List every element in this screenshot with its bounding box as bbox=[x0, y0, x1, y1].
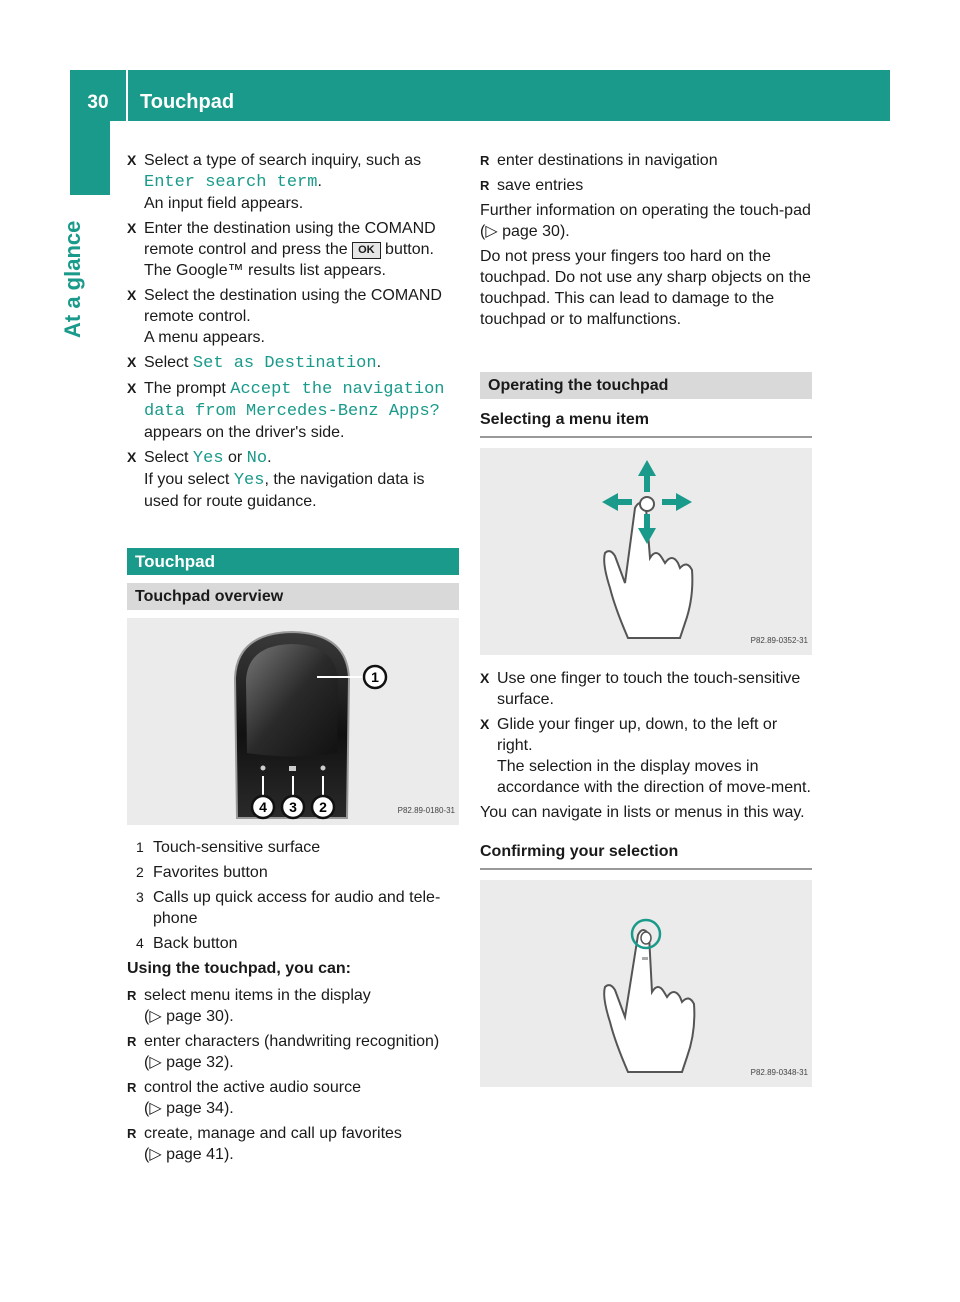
step-arrow-icon: X bbox=[127, 354, 137, 370]
arrow-right-icon bbox=[662, 493, 692, 511]
legend-item: 1 Touch-sensitive surface bbox=[136, 839, 321, 856]
bullet-icon: R bbox=[480, 178, 490, 193]
legend-item: 3 Calls up quick access for audio and tele-phone bbox=[136, 889, 441, 927]
page-ref-icon: ▷ bbox=[485, 223, 498, 240]
bullet-icon: R bbox=[127, 1034, 137, 1049]
confirm-figure bbox=[480, 880, 812, 1087]
step-arrow-icon: X bbox=[127, 152, 137, 168]
display-text: Yes bbox=[192, 449, 224, 468]
page-number: 30 bbox=[87, 92, 109, 113]
instruction-step: X Enter the destination using the COMAND remote control and press the OK button. The Google™ results list appears. bbox=[127, 220, 436, 279]
using-title: Using the touchpad, you can: bbox=[127, 960, 352, 977]
list-item: R enter destinations in navigation bbox=[480, 152, 718, 169]
page-ref[interactable]: page 30 bbox=[502, 223, 560, 240]
page-ref[interactable]: page 32 bbox=[166, 1054, 224, 1071]
page-ref-icon: ▷ bbox=[149, 1054, 162, 1071]
navigate-text: You can navigate in lists or menus in this way. bbox=[480, 804, 805, 821]
display-text: Yes bbox=[233, 471, 265, 490]
ok-button-icon: OK bbox=[352, 242, 381, 259]
page-title: Touchpad bbox=[140, 91, 235, 113]
legend-number: 4 bbox=[136, 935, 144, 951]
instruction-step: X Use one finger to touch the touch-sensitive surface. bbox=[480, 670, 801, 708]
page-ref-icon: ▷ bbox=[149, 1100, 162, 1117]
legend-number: 3 bbox=[136, 889, 144, 905]
page-ref[interactable]: page 41 bbox=[166, 1146, 224, 1163]
page-header bbox=[70, 70, 890, 121]
bullet-icon: R bbox=[480, 153, 490, 168]
swipe-gesture-illustration bbox=[480, 448, 812, 655]
step-arrow-icon: X bbox=[127, 380, 137, 396]
left-column bbox=[127, 150, 459, 1169]
subsection-title: Selecting a menu item bbox=[480, 409, 812, 438]
warning-text: Do not press your fingers too hard on the touchpad. Do not use any sharp objects on the touchpad. This can lead to damage to the touchpad or to malfunctions. bbox=[480, 248, 811, 328]
step-arrow-icon: X bbox=[127, 287, 137, 303]
legend-number: 1 bbox=[136, 839, 144, 855]
touchpad-figure bbox=[127, 618, 459, 825]
svg-text:1: 1 bbox=[371, 669, 379, 685]
instruction-step: X Select Set as Destination. bbox=[127, 354, 382, 373]
display-text: Set as Destination bbox=[192, 354, 377, 373]
figure-code: P82.89-0180-31 bbox=[397, 806, 455, 815]
subsection-title: Touchpad overview bbox=[127, 583, 459, 610]
arrow-up-icon bbox=[638, 460, 656, 492]
step-result: The Google™ results list appears. bbox=[144, 262, 386, 279]
step-arrow-icon: X bbox=[127, 449, 137, 465]
step-result: The selection in the display moves in accordance with the direction of move-ment. bbox=[497, 758, 811, 796]
arrow-left-icon bbox=[602, 493, 632, 511]
subsection-title: Confirming your selection bbox=[480, 841, 812, 870]
figure-code: P82.89-0352-31 bbox=[750, 636, 808, 645]
instruction-step: X Select a type of search inquiry, such as Enter search term. An input field appears. bbox=[127, 152, 422, 212]
step-arrow-icon: X bbox=[127, 220, 137, 236]
instruction-step: X Glide your finger up, down, to the left or right. The selection in the display moves in accordance with the direction of move-ment. bbox=[480, 716, 811, 796]
step-arrow-icon: X bbox=[480, 716, 490, 732]
display-text: Enter search term bbox=[144, 173, 318, 192]
section-title: Operating the touchpad bbox=[480, 372, 812, 399]
legend-item: 2 Favorites button bbox=[136, 864, 268, 881]
tap-gesture-illustration bbox=[480, 880, 812, 1087]
page-ref[interactable]: page 34 bbox=[166, 1100, 224, 1117]
figure-code: P82.89-0348-31 bbox=[750, 1068, 808, 1077]
header-divider bbox=[126, 70, 128, 121]
further-info: Further information on operating the touch-pad (▷ page 30). bbox=[480, 202, 811, 240]
step-arrow-icon: X bbox=[480, 670, 490, 686]
bullet-icon: R bbox=[127, 988, 137, 1003]
select-figure bbox=[480, 448, 812, 655]
svg-text:4: 4 bbox=[259, 799, 267, 815]
step-result: An input field appears. bbox=[144, 195, 304, 212]
bullet-icon: R bbox=[127, 1080, 137, 1095]
touchpad-illustration bbox=[127, 618, 459, 825]
list-item: R enter characters (handwriting recognition) (▷ page 32). bbox=[127, 1033, 440, 1071]
step-result: appears on the driver's side. bbox=[144, 424, 345, 441]
legend-item: 4 Back button bbox=[136, 935, 238, 952]
side-label: At a glance bbox=[60, 220, 85, 338]
step-result: A menu appears. bbox=[144, 329, 265, 346]
display-text: No bbox=[246, 449, 268, 468]
bullet-icon: R bbox=[127, 1126, 137, 1141]
list-item: R create, manage and call up favorites (▷ page 41). bbox=[127, 1125, 402, 1163]
svg-text:2: 2 bbox=[319, 799, 327, 815]
right-column bbox=[480, 150, 812, 1087]
section-title: Touchpad bbox=[127, 548, 459, 575]
legend-number: 2 bbox=[136, 864, 144, 880]
page-ref[interactable]: page 30 bbox=[166, 1008, 224, 1025]
list-item: R save entries bbox=[480, 177, 584, 194]
list-item: R select menu items in the display (▷ page 30). bbox=[127, 987, 371, 1025]
list-item: R control the active audio source (▷ page 34). bbox=[127, 1079, 362, 1117]
page-ref-icon: ▷ bbox=[149, 1146, 162, 1163]
instruction-step: X Select Yes or No. If you select Yes, the navigation data is used for route guidance. bbox=[127, 449, 425, 510]
svg-text:3: 3 bbox=[289, 799, 297, 815]
display-text: Accept the navigation data from Mercedes-Benz Apps? bbox=[144, 380, 445, 421]
instruction-step: X The prompt Accept the navigation data from Mercedes-Benz Apps? appears on the driver's side. bbox=[127, 380, 445, 441]
instruction-step: X Select the destination using the COMAND remote control. A menu appears. bbox=[127, 287, 442, 346]
page-ref-icon: ▷ bbox=[149, 1008, 162, 1025]
side-tab bbox=[70, 121, 110, 195]
